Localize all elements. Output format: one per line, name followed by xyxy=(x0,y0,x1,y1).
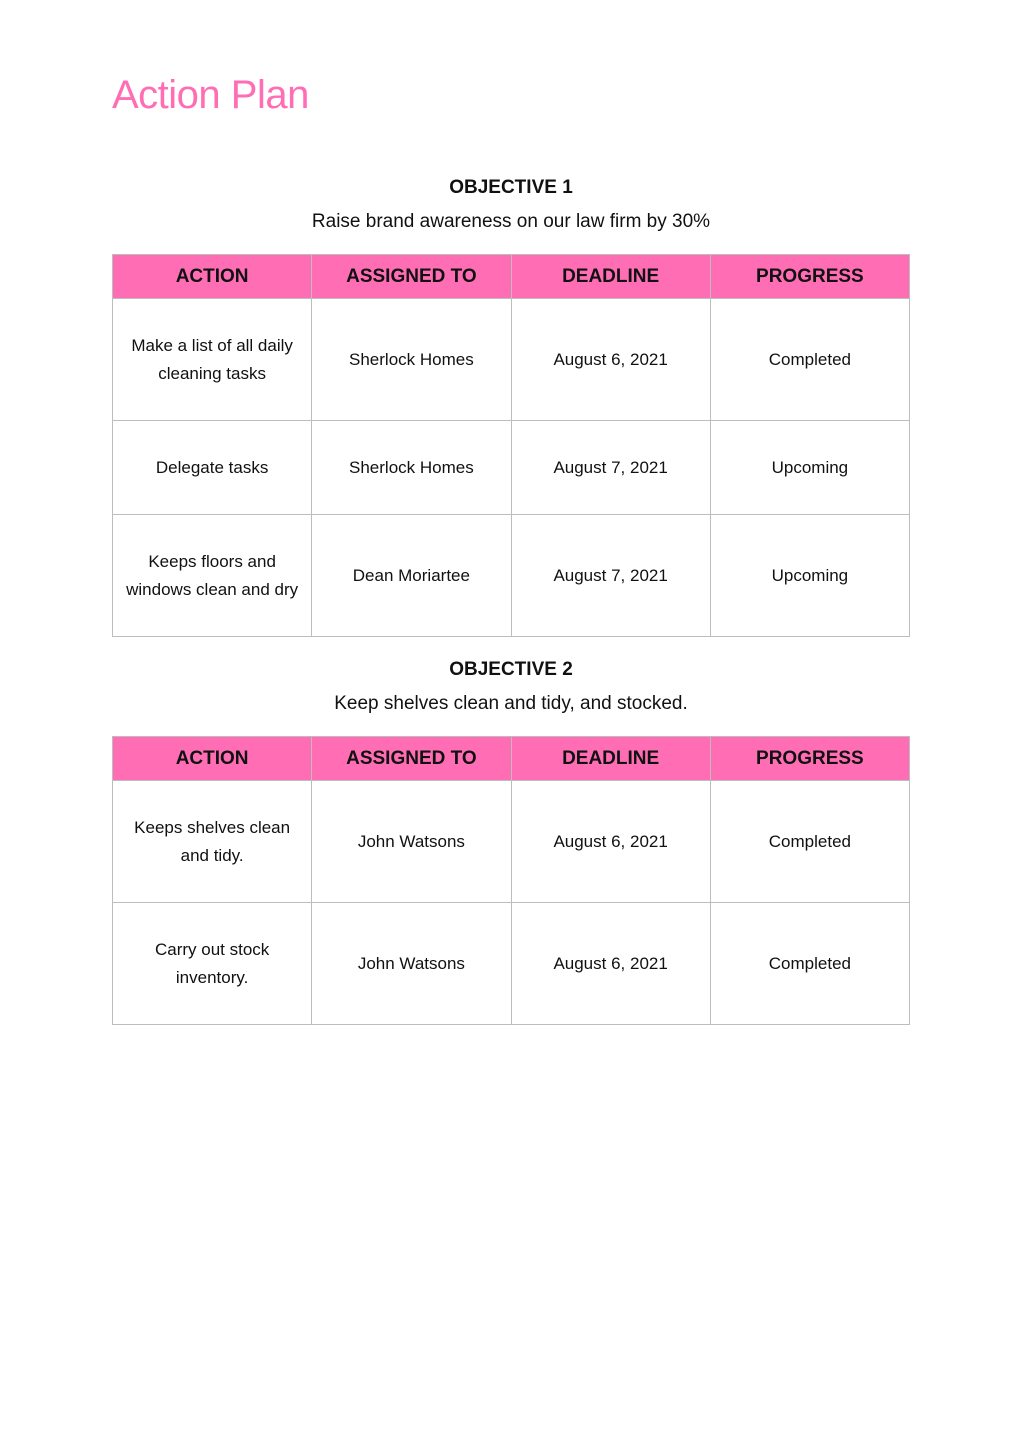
progress-cell: Completed xyxy=(710,781,909,903)
action-cell: Keeps shelves clean and tidy. xyxy=(113,781,312,903)
assigned-to-cell: John Watsons xyxy=(312,781,511,903)
action-cell: Carry out stock inventory. xyxy=(113,903,312,1025)
deadline-cell: August 6, 2021 xyxy=(511,781,710,903)
objective-heading: OBJECTIVE 1 xyxy=(449,177,573,198)
action-cell: Delegate tasks xyxy=(113,421,312,515)
table-row xyxy=(113,299,910,421)
table-row xyxy=(113,421,910,515)
assigned-to-cell: Dean Moriartee xyxy=(312,515,511,637)
table-row xyxy=(113,781,910,903)
table-header-row xyxy=(113,255,910,299)
action-cell: Keeps floors and windows clean and dry xyxy=(113,515,312,637)
column-header-progress: PROGRESS xyxy=(710,737,909,781)
deadline-cell: August 7, 2021 xyxy=(511,421,710,515)
column-header-progress: PROGRESS xyxy=(710,255,909,299)
deadline-cell: August 7, 2021 xyxy=(511,515,710,637)
page-title: Action Plan xyxy=(112,73,309,117)
action-table xyxy=(112,254,910,637)
assigned-to-cell: Sherlock Homes xyxy=(312,299,511,421)
progress-cell: Completed xyxy=(710,903,909,1025)
column-header-deadline: DEADLINE xyxy=(511,737,710,781)
column-header-assigned-to: ASSIGNED TO xyxy=(312,255,511,299)
column-header-action: ACTION xyxy=(113,737,312,781)
table-row xyxy=(113,903,910,1025)
table-row xyxy=(113,515,910,637)
action-cell: Make a list of all daily cleaning tasks xyxy=(113,299,312,421)
progress-cell: Upcoming xyxy=(710,421,909,515)
assigned-to-cell: John Watsons xyxy=(312,903,511,1025)
deadline-cell: August 6, 2021 xyxy=(511,903,710,1025)
progress-cell: Completed xyxy=(710,299,909,421)
assigned-to-cell: Sherlock Homes xyxy=(312,421,511,515)
objective-description: Raise brand awareness on our law firm by 30% xyxy=(311,211,711,232)
objective-2-section xyxy=(112,658,910,1025)
objective-1-section xyxy=(112,176,910,637)
deadline-cell: August 6, 2021 xyxy=(511,299,710,421)
action-table xyxy=(112,736,910,1025)
column-header-deadline: DEADLINE xyxy=(511,255,710,299)
table-header-row xyxy=(113,737,910,781)
column-header-assigned-to: ASSIGNED TO xyxy=(312,737,511,781)
objective-description: Keep shelves clean and tidy, and stocked. xyxy=(334,693,688,714)
progress-cell: Upcoming xyxy=(710,515,909,637)
objective-heading: OBJECTIVE 2 xyxy=(449,659,573,680)
column-header-action: ACTION xyxy=(113,255,312,299)
